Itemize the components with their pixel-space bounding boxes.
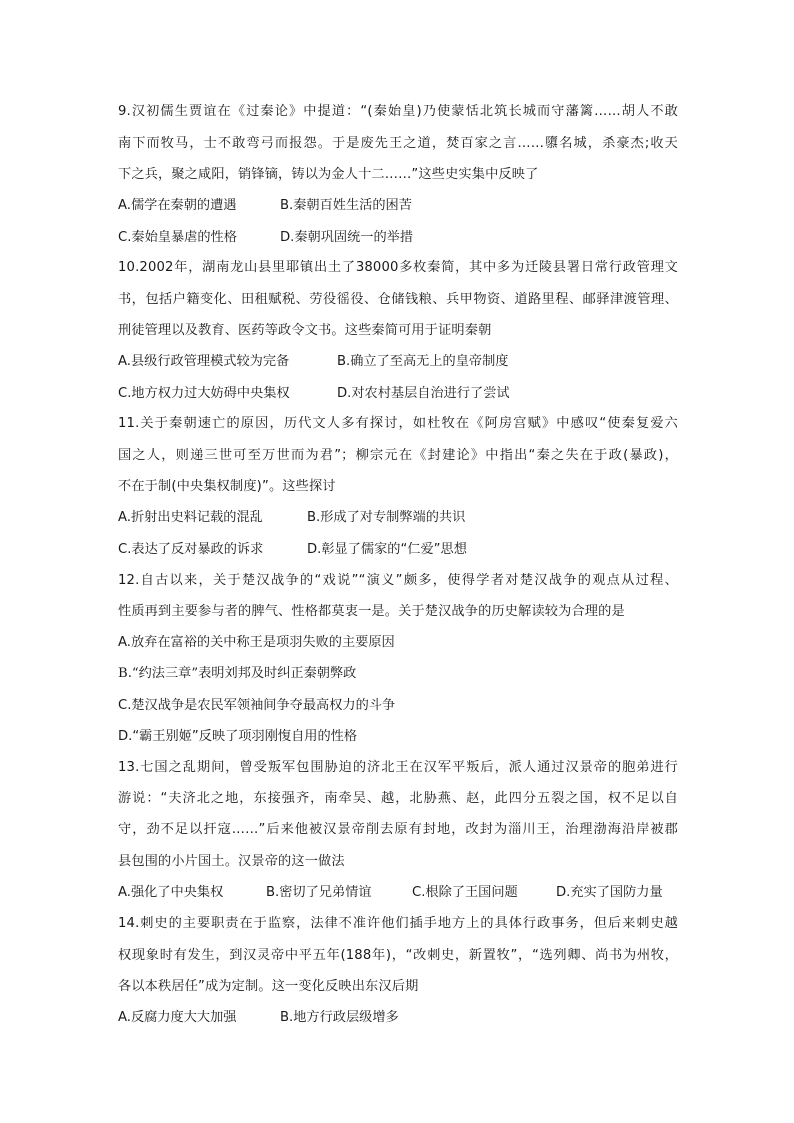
q11-option-d: D.彰显了儒家的“仁爱”思想 — [307, 542, 467, 557]
q11-line-3: 不在于制(中央集权制度)”。这些探讨 — [118, 479, 336, 494]
q10-option-b: B.确立了至高无上的皇帝制度 — [337, 354, 509, 369]
q12-option-c: C.楚汉战争是农民军领袖间争夺最高权力的斗争 — [118, 698, 396, 713]
q13-line-3: 守，劲不足以扞寇……”后来他被汉景帝削去原有封地，改封为淄川王，治理渤海沿岸被郡 — [118, 822, 678, 837]
q11-option-c: C.表达了反对暴政的诉求 — [118, 542, 264, 557]
q12-option-d: D.“霸王别姬”反映了项羽刚愎自用的性格 — [118, 729, 358, 744]
q9-option-c: C.秦始皇暴虐的性格 — [118, 230, 237, 245]
q13-option-d: D.充实了国防力量 — [556, 885, 663, 900]
q11-option-b: B.形成了对专制弊端的共识 — [307, 510, 466, 525]
q9-line-2: 南下而牧马，士不敢弯弓而报怨。于是废先王之道，焚百家之言……隳名城，杀豪杰;收天 — [118, 136, 678, 151]
q9-line-3: 下之兵，聚之咸阳，销锋镝，铸以为金人十二……”这些史实集中反映了 — [118, 167, 539, 182]
q12-option-a: A.放弃在富裕的关中称王是项羽失败的主要原因 — [118, 635, 395, 650]
q12-line-2: 性质再到主要参与者的脾气、性格都莫衷一是。关于楚汉战争的历史解读较为合理的是 — [118, 604, 625, 619]
q11-line-2: 国之人，则递三世可至万世而为君”；柳宗元在《封建论》中指出“秦之失在于政(暴政)， — [118, 448, 678, 463]
q10-option-c: C.地方权力过大妨碍中央集权 — [118, 386, 290, 401]
q10-option-a: A.县级行政管理模式较为完备 — [118, 354, 290, 369]
q14-line-1: 14.刺史的主要职责在于监察，法律不准许他们插手地方上的具体行政事务，但后来刺史越 — [118, 916, 678, 931]
q14-option-a: A.反腐力度大大加强 — [118, 1010, 237, 1025]
q13-option-b: B.密切了兄弟情谊 — [266, 885, 372, 900]
q9-option-b: B.秦朝百姓生活的困苦 — [280, 198, 412, 213]
q11-option-a: A.折射出史料记载的混乱 — [118, 510, 263, 525]
q14-line-3: 各以本秩居任”成为定制。这一变化反映出东汉后期 — [118, 979, 419, 994]
q9-option-d: D.秦朝巩固统一的举措 — [280, 230, 414, 245]
q10-option-d: D.对农村基层自治进行了尝试 — [337, 386, 510, 401]
q10-line-1: 10.2002年，湖南龙山县里耶镇出土了38000多枚秦简，其中多为迁陵县署日常行政管理文 — [118, 260, 678, 275]
q10-line-3: 刑徒管理以及教育、医药等政令文书。这些秦简可用于证明秦朝 — [118, 323, 492, 338]
q14-line-2: 权现象时有发生，到汉灵帝中平五年(188年)，“改刺史，新置牧”，“选列卿、尚书为州牧， — [118, 948, 678, 963]
q13-option-a: A.强化了中央集权 — [118, 885, 224, 900]
q13-line-2: 游说：“夫济北之地，东接强齐，南牵吴、越，北胁燕、赵，此四分五裂之国，权不足以自 — [118, 791, 678, 806]
q12-option-b: B.“约法三章”表明刘邦及时纠正秦朝弊政 — [118, 666, 357, 681]
q11-line-1: 11.关于秦朝速亡的原因，历代文人多有探讨，如杜牧在《阿房宫赋》中感叹“使秦复爱六 — [118, 416, 678, 431]
q9-line-1: 9.汉初儒生贾谊在《过秦论》中提道：“(秦始皇)乃使蒙恬北筑长城而守藩篱……胡人不敢 — [118, 104, 678, 119]
q12-line-1: 12.自古以来，关于楚汉战争的“戏说”“演义”颇多，使得学者对楚汉战争的观点从过程、 — [118, 573, 678, 588]
q13-line-4: 县包围的小片国土。汉景帝的这一做法 — [118, 854, 345, 869]
q13-option-c: C.根除了王国问题 — [412, 885, 518, 900]
q9-option-a: A.儒学在秦朝的遭遇 — [118, 198, 237, 213]
q14-option-b: B.地方行政层级增多 — [280, 1010, 399, 1025]
q13-line-1: 13.七国之乱期间，曾受叛军包围胁迫的济北王在汉军平叛后，派人通过汉景帝的胞弟进行 — [118, 760, 678, 775]
q10-line-2: 书，包括户籍变化、田租赋税、劳役徭役、仓储钱粮、兵甲物资、道路里程、邮驿津渡管理、 — [118, 292, 678, 307]
